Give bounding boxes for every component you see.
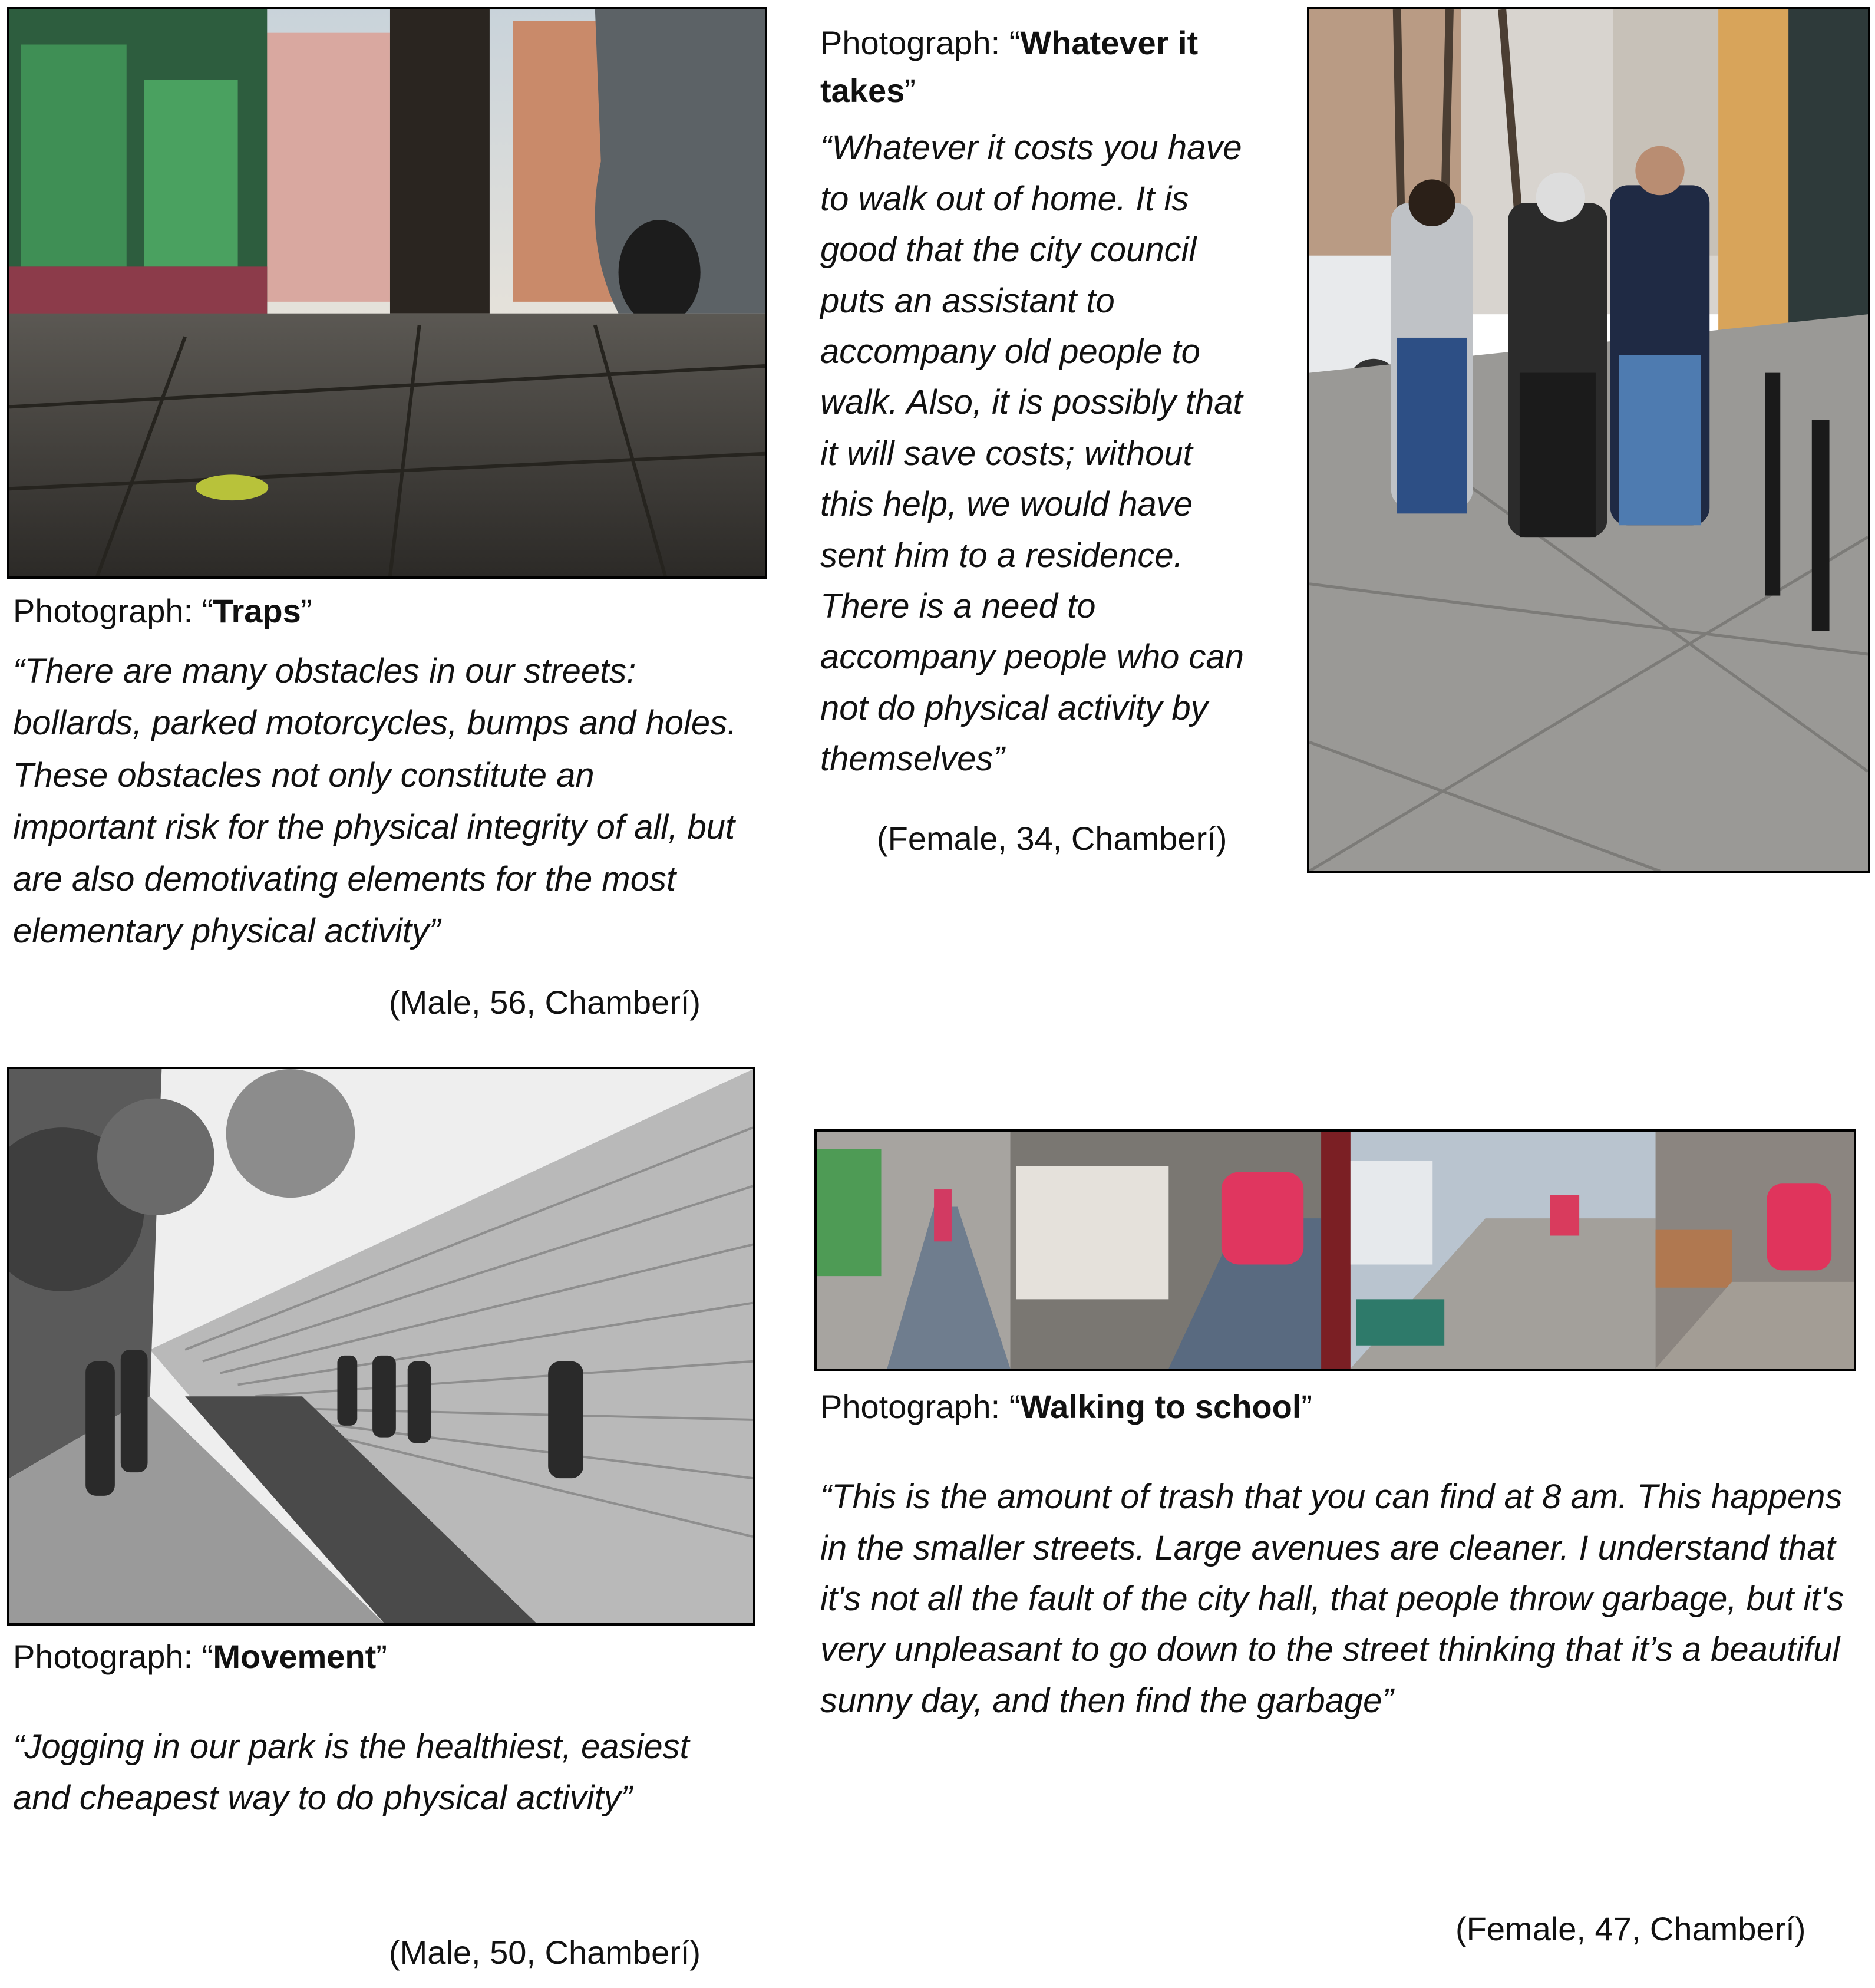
attribution-whatever: (Female, 34, Chamberí) — [877, 820, 1227, 857]
photo-movement — [7, 1067, 755, 1626]
title-whatever: Whatever it takes — [820, 24, 1199, 110]
attribution-walking: (Female, 47, Chamberí) — [1455, 1910, 1806, 1947]
title-traps: Traps — [213, 592, 301, 629]
quote-traps: “There are many obstacles in our streets: bollards, parked motorcycles, bumps and holes. These obstacles not only constitute an important risk for the physical integrity of all, but are also demotivating elements for the most elementary physical activity” — [13, 652, 737, 950]
photo-traps — [7, 7, 767, 579]
caption-whatever: Photograph: “Whatever it takes” — [820, 24, 1199, 110]
caption-movement: Photograph: “Movement” — [13, 1638, 387, 1675]
photo-whatever-it-takes — [1307, 7, 1870, 873]
photo-walking-to-school — [814, 1129, 1856, 1371]
quote-walking: “This is the amount of trash that you can find at 8 am. This happens in the smaller streets. Large avenues are cleaner. I understand that it's not all the fault of the city hall, that people throw garbage, but it's very unpleasant to go down to the street thinking that it’s a beautiful sunny day, and then find the garbage” — [820, 1478, 1844, 1720]
title-movement: Movement — [213, 1638, 377, 1675]
quote-movement: “Jogging in our park is the healthiest, easiest and cheapest way to do physical activity” — [13, 1727, 689, 1817]
attribution-traps: (Male, 56, Chamberí) — [389, 984, 701, 1021]
quote-whatever: “Whatever it costs you have to walk out of home. It is good that the city council puts an assistant to accompany old people to walk. Also, it is possibly that it will save costs; without this help, we would have sent him to a residence. There is a need to accompany people who can not do physical activity by themselves” — [820, 128, 1245, 779]
caption-walking: Photograph: “Walking to school” — [820, 1388, 1313, 1425]
title-walking: Walking to school — [1020, 1388, 1302, 1425]
attribution-movement: (Male, 50, Chamberí) — [389, 1934, 701, 1971]
caption-traps: Photograph: “Traps” — [13, 592, 312, 629]
